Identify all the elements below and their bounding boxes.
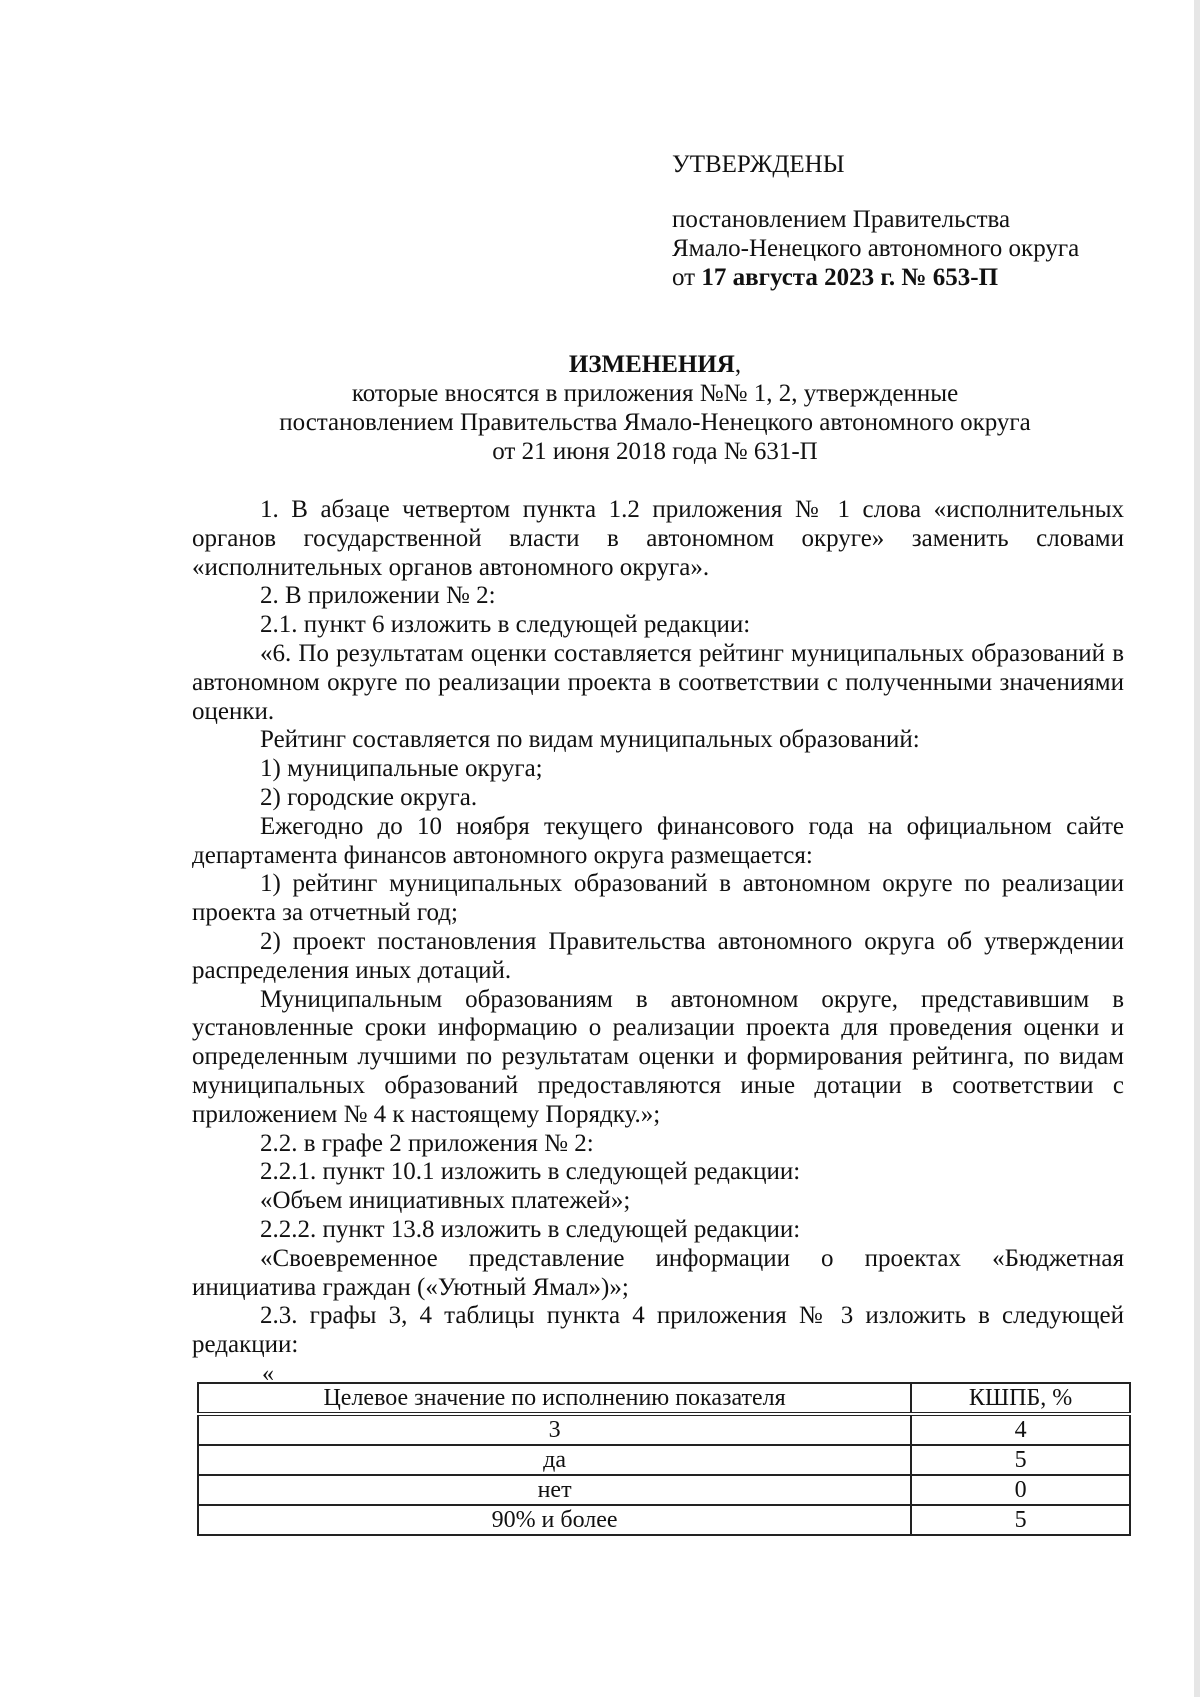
table-row [198,1475,1130,1505]
table-open-quote: « [262,1361,274,1387]
paragraph: 2.3. графы 3, 4 таблицы пункта 4 приложения № 3 изложить в следующей редакции: [192,1302,1124,1359]
paragraph: 1) муниципальные округа; [260,755,543,783]
document-title-suffix: , [734,351,742,378]
document-title-main: ИЗМЕНЕНИЯ [568,351,735,378]
document-title [190,350,1120,379]
paragraph: 2) городские округа. [260,783,478,811]
paragraph: 2. В приложении № 2: [260,582,496,610]
table-cell-kshpb: 0 [911,1475,1130,1505]
paragraph: «6. По результатам оценки составляется рейтинг муниципальных образований в автономном округе по реализации проекта в соответствии с полученными значениями оценки. [192,639,1124,725]
indicator-table [197,1382,1131,1536]
table-cell-kshpb: 5 [911,1445,1130,1475]
approval-date-line [672,263,1142,292]
page-edge [1194,0,1200,1697]
table-header-kshpb: КШПБ, % [911,1383,1130,1414]
document-subtitle-3: от 21 июня 2018 года № 631-П [492,438,818,465]
document-body [192,496,1124,1360]
approval-date-prefix: от [672,264,696,291]
paragraph: Муниципальным образованиям в автономном округе, представившим в установленные сроки информацию о реализации проекта для проведения оценки и определенным лучшими по результатам оценки и формирования рейтинга, по видам муниципальных образований предоставляются иные дотации в соответствии с приложением № 4 к настоящему Порядку.»; [192,985,1124,1128]
table-cell-target: нет [198,1475,911,1505]
table-header-target-value: Целевое значение по исполнению показателя [198,1383,911,1414]
table-row [198,1414,1130,1445]
approval-line-2: Ямало-Ненецкого автономного округа [672,235,1080,262]
document-title-block [190,350,1120,466]
paragraph: 2) проект постановления Правительства автономного округа об утверждении распределения иных дотаций. [192,927,1124,984]
paragraph: 2.2.1. пункт 10.1 изложить в следующей редакции: [260,1158,801,1186]
document-subtitle-1: которые вносятся в приложения №№ 1, 2, утвержденные [351,380,959,407]
approval-stamp [672,150,1142,292]
paragraph: 2.1. пункт 6 изложить в следующей редакции: [260,611,751,639]
approval-heading: УТВЕРЖДЕНЫ [672,151,845,178]
table-cell-target: да [198,1445,911,1475]
paragraph: Рейтинг составляется по видам муниципальных образований: [260,726,920,754]
document-subtitle-2: постановлением Правительства Ямало-Ненецкого автономного округа [279,409,1031,436]
table-header-row [198,1383,1130,1414]
paragraph: Ежегодно до 10 ноября текущего финансового года на официальном сайте департамента финансов автономного округа размещается: [192,812,1124,869]
table-cell-target: 3 [198,1414,911,1445]
paragraph: 2.2.2. пункт 13.8 изложить в следующей редакции: [260,1215,801,1243]
paragraph: 1) рейтинг муниципальных образований в автономном округе по реализации проекта за отчетный год; [192,870,1124,927]
table-cell-kshpb: 5 [911,1505,1130,1535]
approval-line-1: постановлением Правительства [672,206,1011,233]
table-row [198,1505,1130,1535]
paragraph: 2.2. в графе 2 приложения № 2: [260,1129,594,1157]
table-cell-target: 90% и более [198,1505,911,1535]
table-row [198,1445,1130,1475]
paragraph: «Объем инициативных платежей»; [260,1187,631,1215]
paragraph: 1. В абзаце четвертом пункта 1.2 приложения № 1 слова «исполнительных органов государственной власти в автономном округе» заменить словами «исполнительных органов автономного округа». [192,496,1124,581]
table-cell-kshpb: 4 [911,1414,1130,1445]
approval-date-value: 17 августа 2023 г. № 653-П [701,264,999,291]
paragraph: «Своевременное представление информации о проектах «Бюджетная инициатива граждан («Уютный Ямал»)»; [192,1244,1124,1301]
